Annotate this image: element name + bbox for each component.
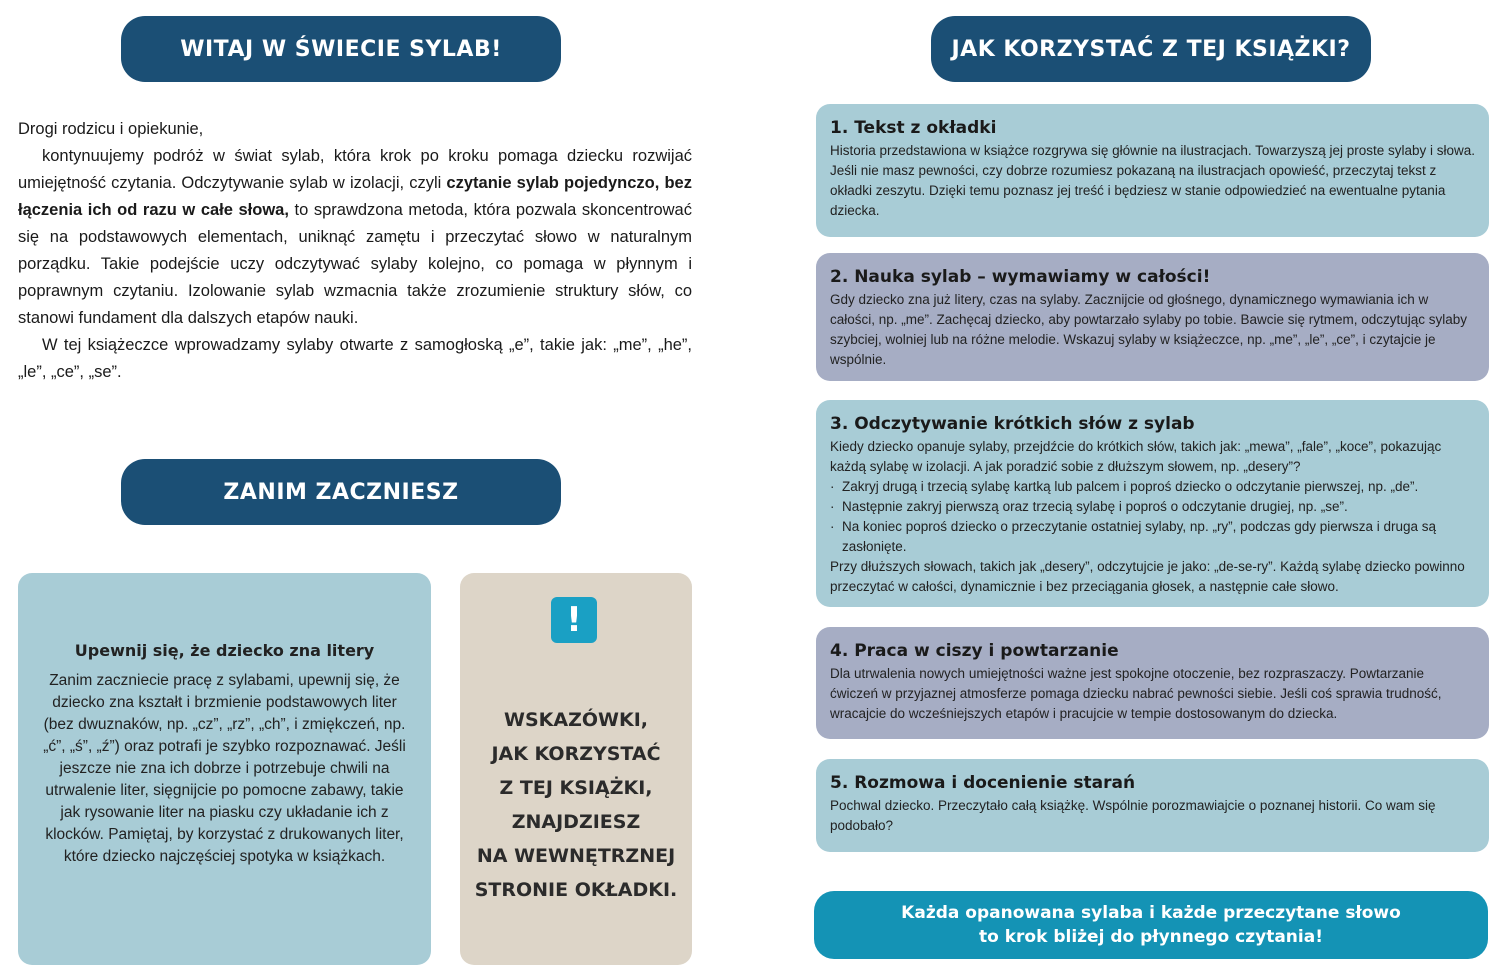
step-text-after: Przy dłuższych słowach, takich jak „desery”, odczytujcie je jako: „de-se-ry”. Każdą sylabę dziecko powinno przeczytać w całości, dynamicznie i bez przeciągania głosek, a następnie całe słowo. (830, 559, 1465, 594)
before-title (121, 459, 561, 525)
letters-info-box (18, 573, 431, 965)
welcome-title-text: WITAJ W ŚWIECIE SYLAB! (180, 36, 502, 62)
step-bullet-list (830, 477, 1475, 557)
step-title: 3. Odczytywanie krótkich słów z sylab (830, 414, 1195, 434)
step-text: Historia przedstawiona w książce rozgrywa się głównie na ilustracjach. Towarzyszą jej proste sylaby i słowa. Jeśli nie masz pewności, czy dobrze rozumiesz pokazaną na ilustracjach opowieść, przeczytaj tekst z okładki zeszytu. Dzięki temu poznasz jej treść i będziesz w stanie odpowiedzieć na ewentualne pytania dziecka. (830, 143, 1476, 218)
step-title: 5. Rozmowa i docenienie starań (830, 773, 1136, 793)
step-card-1 (816, 104, 1489, 237)
intro-p1-bold: czytanie sylab pojedynczo, bez łączenia ich od razu w całe słowa, (18, 174, 692, 219)
intro-text (18, 116, 692, 386)
letters-box-text: Zanim zaczniecie pracę z sylabami, upewnij się, że dziecko zna kształt i brzmienie podstawowych liter (bez dwuznaków, np. „cz”, „rz”, „ch”, i zmiękczeń, np. „ć”, „ś”, „ź”) oraz potrafi je szybko rozpoznawać. Jeśli jeszcze nie zna ich dobrze i potrzebuje chwili na utrwalenie liter, sięgnijcie po pomocne zabawy, takie jak rysowanie liter na piasku czy układanie ich z klocków. Pamiętaj, by korzystać z drukowanych liter, które dziecko najczęściej spotyka w książkach. (43, 672, 406, 865)
letters-box-title: Upewnij się, że dziecko zna litery (74, 641, 375, 660)
step-title: 4. Praca w ciszy i powtarzanie (830, 641, 1119, 661)
motivation-banner: Każda opanowana sylaba i każde przeczytane słowo to krok bliżej do płynnego czytania! (814, 891, 1488, 959)
exclamation-icon: ! (551, 597, 597, 643)
before-title-text: ZANIM ZACZNIESZ (223, 479, 459, 505)
how-to-use-title-text: JAK KORZYSTAĆ Z TEJ KSIĄŻKI? (951, 36, 1351, 62)
step-card-2 (816, 253, 1489, 381)
step-card-5 (816, 759, 1489, 852)
tip-box (460, 573, 692, 965)
list-item: · Na koniec poproś dziecko o przeczytanie ostatniej sylaby, np. „ry”, podczas gdy pierwsza i druga są zasłonięte. (830, 517, 1475, 557)
intro-greeting: Drogi rodzicu i opiekunie, (18, 120, 204, 138)
step-card-3 (816, 400, 1489, 607)
how-to-use-title (931, 16, 1371, 82)
step-text: Kiedy dziecko opanuje sylaby, przejdźcie do krótkich słów, takich jak: „mewa”, „fale”, „koce”, pokazując każdą sylabę w izolacji. A jak poradzić sobie z dłuższym słowem, np. „desery”? (830, 439, 1442, 474)
welcome-title (121, 16, 561, 82)
list-item: · Następnie zakryj pierwszą oraz trzecią sylabę i poproś o odczytanie drugiej, np. „se”. (830, 497, 1475, 517)
list-item: · Zakryj drugą i trzecią sylabę kartką lub palcem i poproś dziecko o odczytanie pierwszej, np. „de”. (830, 477, 1475, 497)
intro-paragraph-1 (18, 143, 692, 332)
step-title: 1. Tekst z okładki (830, 118, 997, 138)
intro-p1-start: kontynuujemy podróż w świat sylab, która krok po kroku pomaga dziecku rozwijać umiejętność czytania. Odczytywanie sylab w izolacji, czyli (18, 147, 692, 192)
tip-box-text: WSKAZÓWKI, JAK KORZYSTAĆ Z TEJ KSIĄŻKI, ZNAJDZIESZ NA WEWNĘTRZNEJ STRONIE OKŁADKI. (474, 709, 678, 901)
step-text: Gdy dziecko zna już litery, czas na sylaby. Zacznijcie od głośnego, dynamicznego wymawiania ich w całości, np. „me”. Zachęcaj dziecko, aby powtarzało sylaby po tobie. Bawcie się rytmem, odczytując sylaby szybciej, wolniej lub na różne melodie. Wskazuj sylaby w książeczce, np. „me”, „le”, „ce”, i czytajcie je wspólnie. (830, 292, 1468, 367)
step-text: Pochwal dziecko. Przeczytało całą książkę. Wspólnie porozmawiajcie o poznanej historii. Co wam się podobało? (830, 798, 1436, 833)
step-title: 2. Nauka sylab – wymawiamy w całości! (830, 267, 1211, 287)
intro-paragraph-2: W tej książeczce wprowadzamy sylaby otwarte z samogłoską „e”, takie jak: „me”, „he”, „le”, „ce”, „se”. (18, 336, 692, 381)
intro-p1-end: to sprawdzona metoda, która pozwala skoncentrować się na podstawowych elementach, uniknąć zamętu i przeczytać słowo w naturalnym porządku. Takie podejście uczy odczytywać sylaby kolejno, co pomaga w płynnym i poprawnym czytaniu. Izolowanie sylab wzmacnia także zrozumienie struktury słów, co stanowi fundament dla dalszych etapów nauki. (18, 201, 692, 327)
step-text: Dla utrwalenia nowych umiejętności ważne jest spokojne otoczenie, bez rozpraszaczy. Powtarzanie ćwiczeń w przyjaznej atmosferze pomaga dziecku nabrać pewności siebie. Jeśli coś sprawia trudność, wracajcie do wcześniejszych etapów i pracujcie w tempie dostosowanym do dziecka. (830, 666, 1442, 721)
step-card-4 (816, 627, 1489, 739)
